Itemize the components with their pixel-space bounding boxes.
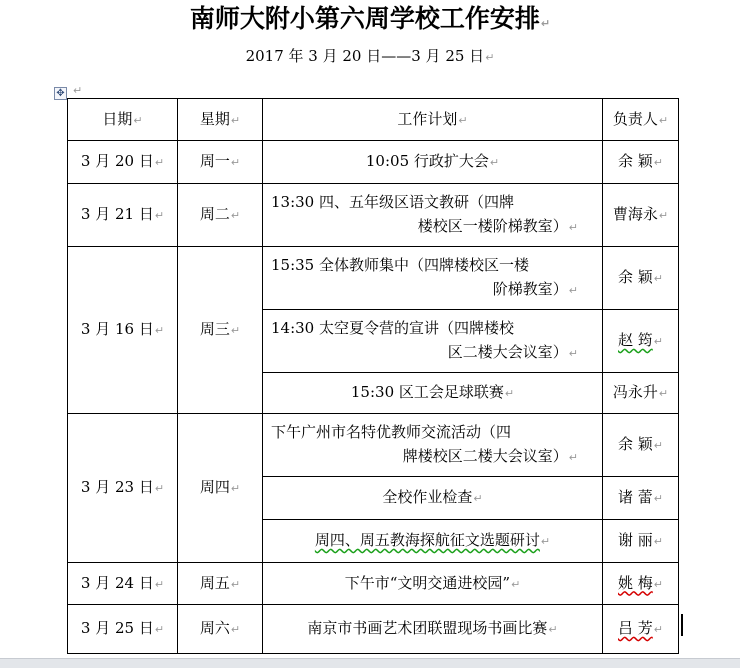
table-row <box>68 247 679 310</box>
plan-cell: 15:35 全体教师集中（四牌楼校区一楼 阶梯教室）↵ <box>263 247 603 310</box>
owner-cell: 谢 丽↵ <box>603 520 679 563</box>
owner-cell: 赵 筠↵ <box>603 310 679 373</box>
table-row <box>68 414 679 477</box>
paragraph-mark: ↵ <box>73 84 83 97</box>
table-row <box>68 184 679 247</box>
plan-cell: 全校作业检查↵ <box>263 477 603 520</box>
owner-cell: 冯永升↵ <box>603 373 679 414</box>
plan-cell: 南京市书画艺术团联盟现场书画比赛↵ <box>263 605 603 654</box>
date-cell: 3 月 24 日↵ <box>68 563 178 605</box>
table-row <box>68 141 679 184</box>
text-cursor <box>681 614 683 636</box>
owner-cell: 诸 蕾↵ <box>603 477 679 520</box>
owner-cell: 吕 芳↵ <box>603 605 679 654</box>
schedule-table <box>67 98 679 654</box>
header-plan: 工作计划↵ <box>263 99 603 141</box>
date-cell: 3 月 20 日↵ <box>68 141 178 184</box>
date-cell: 3 月 25 日↵ <box>68 605 178 654</box>
plan-cell: 13:30 四、五年级区语文教研（四牌 楼校区一楼阶梯教室）↵ <box>263 184 603 247</box>
plan-cell: 下午广州市名特优教师交流活动（四 牌楼校区二楼大会议室）↵ <box>263 414 603 477</box>
header-owner: 负责人↵ <box>603 99 679 141</box>
owner-cell: 余 颖↵ <box>603 414 679 477</box>
date-cell: 3 月 16 日↵ <box>68 247 178 414</box>
weekday-cell: 周五↵ <box>178 563 263 605</box>
owner-cell: 余 颖↵ <box>603 141 679 184</box>
weekday-cell: 周一↵ <box>178 141 263 184</box>
move-handle-icon[interactable]: ✥ <box>54 87 67 100</box>
header-date: 日期↵ <box>68 99 178 141</box>
plan-cell: 10:05 行政扩大会↵ <box>263 141 603 184</box>
owner-cell: 曹海永↵ <box>603 184 679 247</box>
document-subtitle: 2017 年 3 月 20 日——3 月 25 日↵ <box>245 47 495 65</box>
plan-cell: 周四、周五教海探航征文选题研讨↵ <box>263 520 603 563</box>
table-row <box>68 605 679 654</box>
weekday-cell: 周三↵ <box>178 247 263 414</box>
table-header-row <box>68 99 679 141</box>
weekday-cell: 周二↵ <box>178 184 263 247</box>
owner-cell: 姚 梅↵ <box>603 563 679 605</box>
document-title: 南师大附小第六周学校工作安排↵ <box>189 4 551 33</box>
plan-cell: 下午市“文明交通进校园”↵ <box>263 563 603 605</box>
header-weekday: 星期↵ <box>178 99 263 141</box>
owner-cell: 余 颖↵ <box>603 247 679 310</box>
plan-cell: 15:30 区工会足球联赛↵ <box>263 373 603 414</box>
weekday-cell: 周六↵ <box>178 605 263 654</box>
date-cell: 3 月 23 日↵ <box>68 414 178 563</box>
weekday-cell: 周四↵ <box>178 414 263 563</box>
date-cell: 3 月 21 日↵ <box>68 184 178 247</box>
plan-cell: 14:30 太空夏令营的宣讲（四牌楼校 区二楼大会议室）↵ <box>263 310 603 373</box>
table-row <box>68 563 679 605</box>
